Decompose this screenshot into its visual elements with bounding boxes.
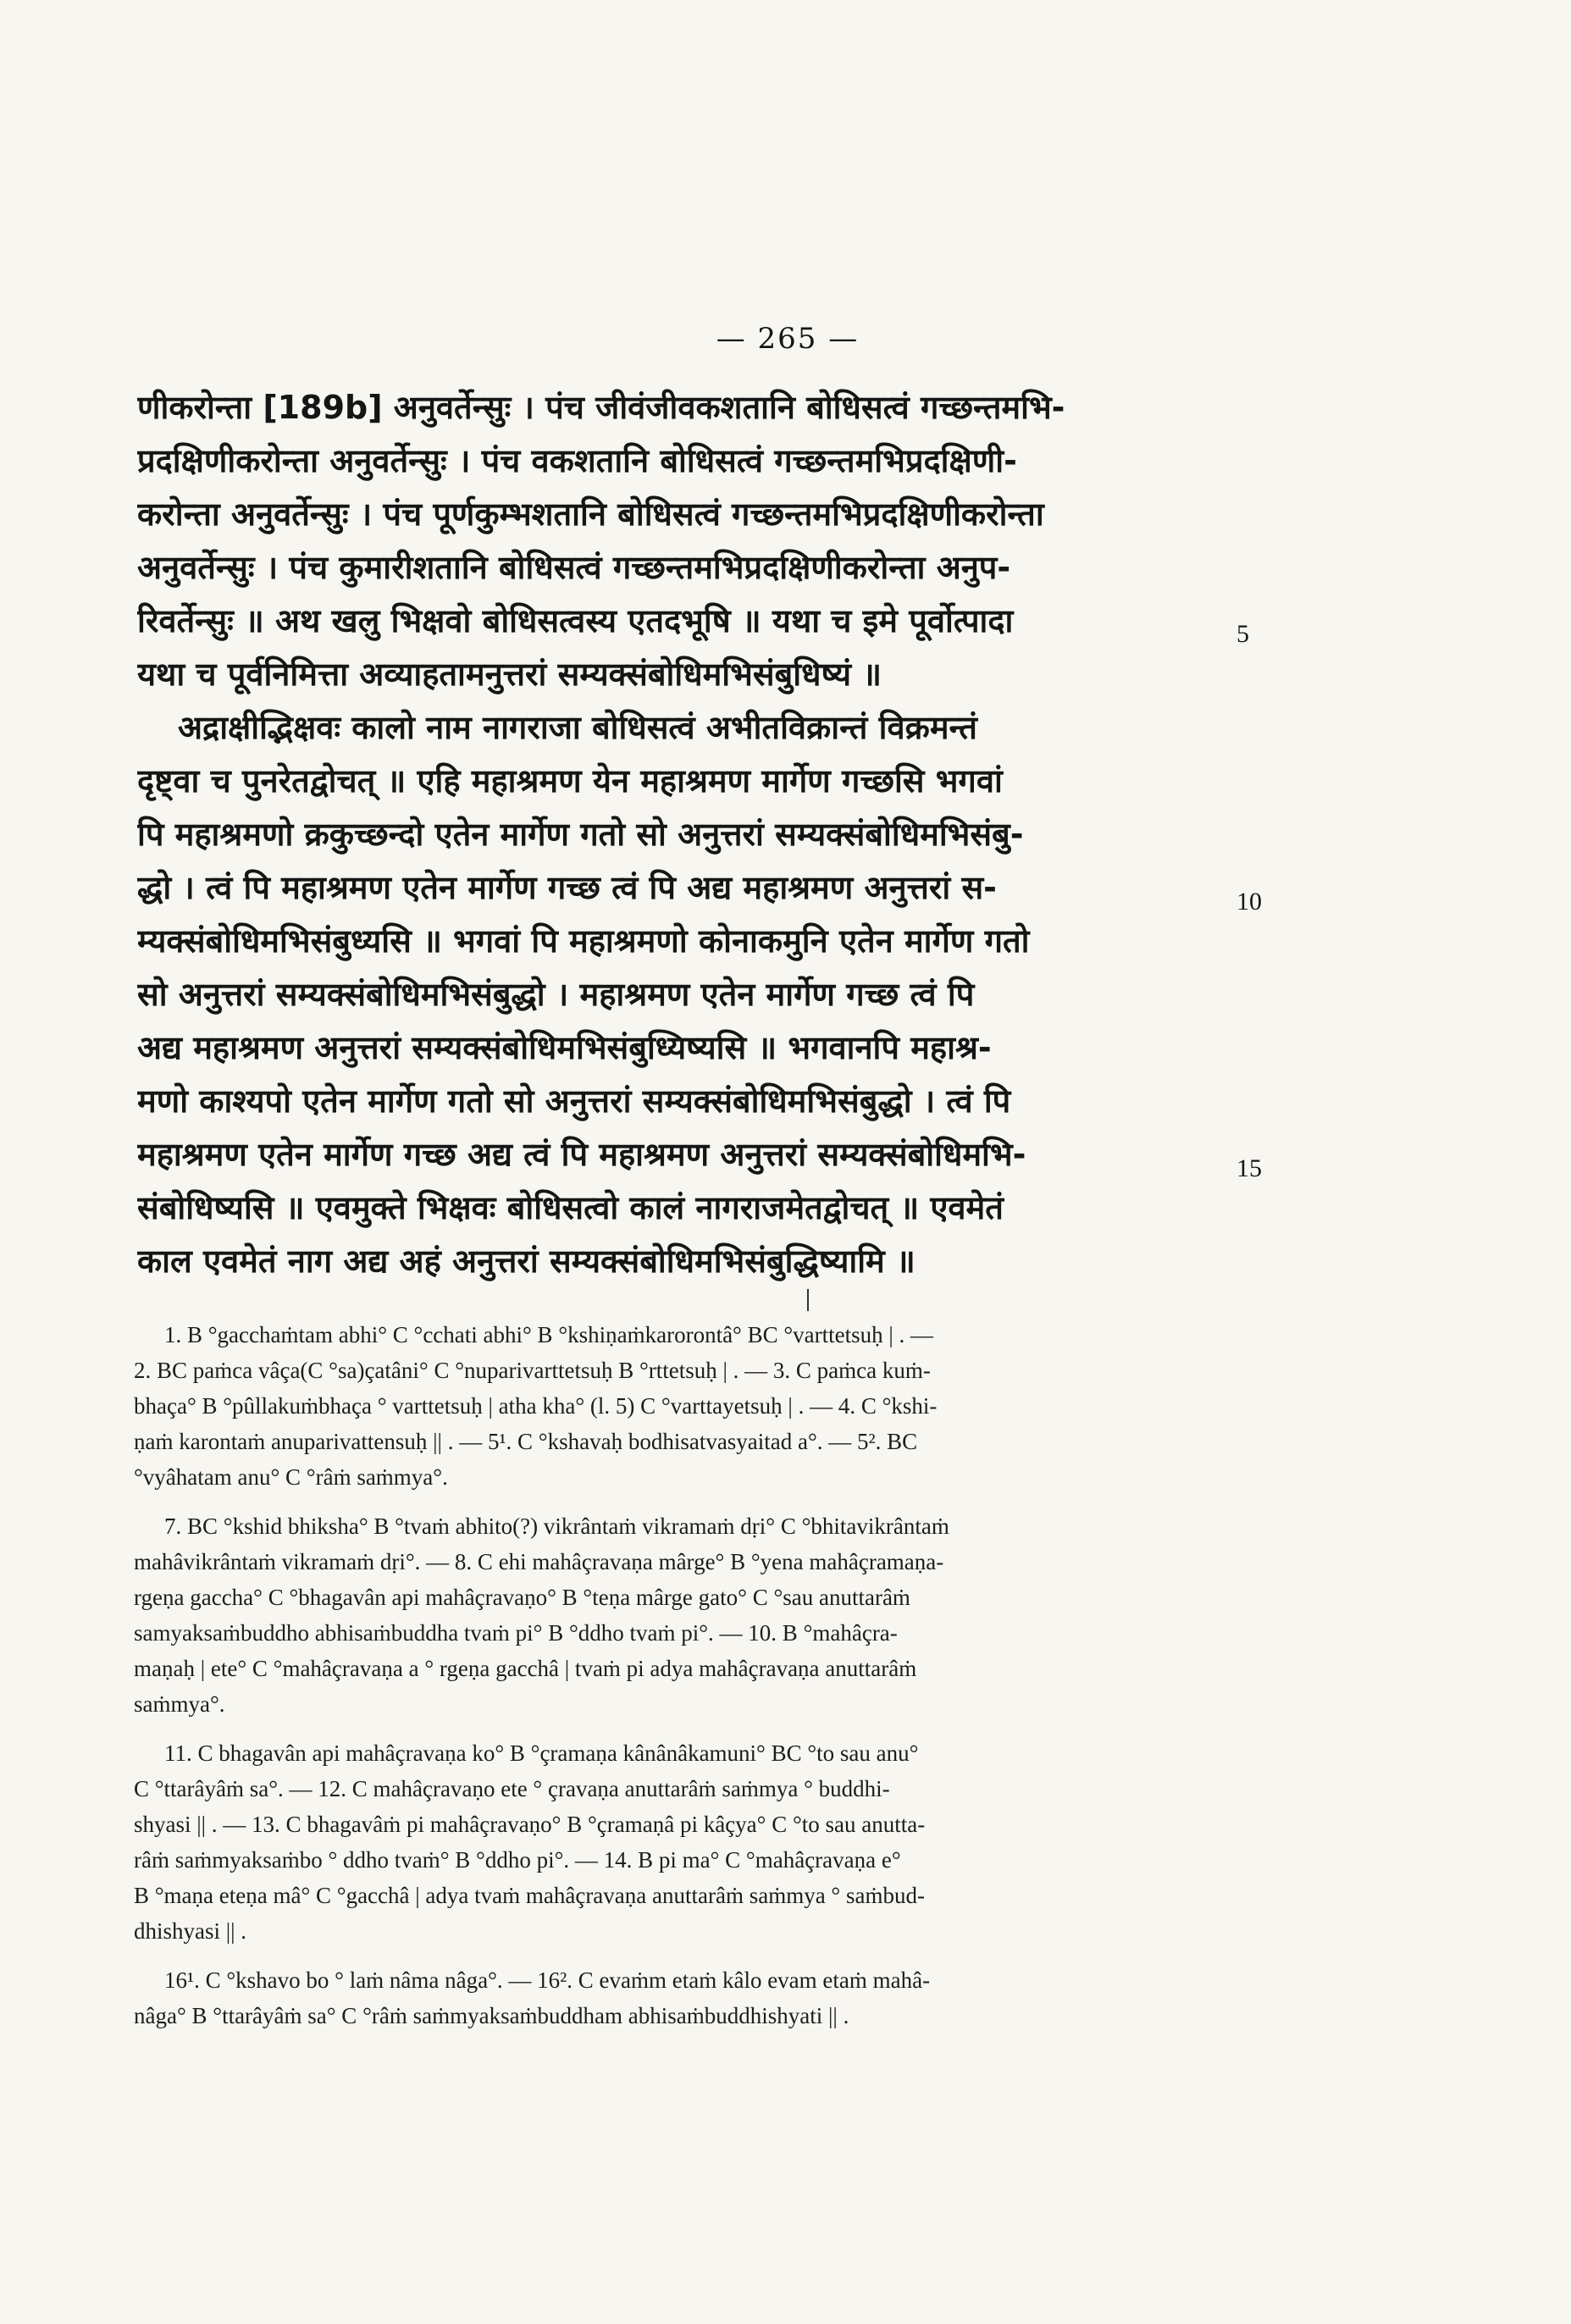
text-line: महाश्रमण एतेन मार्गेण गच्छ अद्य त्वं पि महाश्रमण अनुत्तरां सम्यक्संबोधिमभि- [137,1136,1026,1173]
text-line: अनुवर्तेन्सुः । पंच कुमारीशतानि बोधिसत्वं गच्छन्तमभिप्रदक्षिणीकरोन्ता अनुप- [137,549,1011,586]
text-line: द्धो । त्वं पि महाश्रमण एतेन मार्गेण गच्छ त्वं पि अद्य महाश्रमण अनुत्तरां स- [137,869,997,906]
note-paragraph [134,1735,1226,1949]
line-number-15: 15 [1236,1154,1262,1182]
note-line: C °ttarâyâṁ sa°. — 12. C mahâçravaṇo ete ° çravaṇa anuttarâṁ saṁmya ° buddhi- [134,1776,890,1801]
note-line: samyaksaṁbuddho abhisaṁbuddha tvaṁ pi° B °ddho tvaṁ pi°. — 10. B °mahâçra- [134,1620,898,1646]
text-line: करोन्ता अनुवर्तेन्सुः । पंच पूर्णकुम्भशतानि बोधिसत्वं गच्छन्तमभिप्रदक्षिणीकरोन्ता [137,495,1044,533]
note-paragraph [134,1962,1226,2034]
text-line: संबोधिष्यसि ॥ एवमुक्ते भिक्षवः बोधिसत्वो कालं नागराजमेतद्वोचत् ॥ एवमेतं [137,1189,1004,1226]
text-line: म्यक्संबोधिमभिसंबुध्यसि ॥ भगवां पि महाश्रमणो कोनाकमुनि एतेन मार्गेण गतो [137,922,1030,960]
text-line: यथा च पूर्वनिमित्ता अव्याहतामनुत्तरां सम्यक्संबोधिमभिसंबुधिष्यं ॥ [137,656,882,693]
text-line: अद्राक्षीद्भिक्षवः कालो नाम नागराजा बोधिसत्वं अभीतविक्रान्तं विक्रमन्तं [178,709,977,746]
page-number: — 265 — [716,322,860,356]
text-line: प्रदक्षिणीकरोन्ता अनुवर्तेन्सुः । पंच वकशतानि बोधिसत्वं गच्छन्तमभिप्रदक्षिणी- [137,442,1017,479]
note-line: râṁ saṁmyaksaṁbo ° ddho tvaṁ° B °ddho pi°. — 14. B pi ma° C °mahâçravaṇa e° [134,1847,901,1873]
text-line: दृष्ट्वा च पुनरेतद्वोचत् ॥ एहि महाश्रमण येन महाश्रमण मार्गेण गच्छसि भगवां [137,762,1003,800]
note-line: dhishyasi || . [134,1918,247,1944]
note-line: 7. BC °kshid bhiksha° B °tvaṁ abhito(?) vikrântaṁ vikramaṁ dṛi° C °bhitavikrântaṁ [164,1513,949,1539]
sanskrit-main-text [137,381,1230,1288]
note-line: mahâvikrântaṁ vikramaṁ dṛi°. — 8. C ehi mahâçravaṇa mârge° B °yena mahâçramaṇa- [134,1549,944,1574]
line-number-5: 5 [1236,620,1249,648]
note-line: nâga° B °ttarâyâṁ sa° C °râṁ saṁmyaksaṁbuddham abhisaṁbuddhishyati || . [134,2003,849,2028]
note-line: maṇaḥ | ete° C °mahâçravaṇa a ° rgeṇa gacchâ | tvaṁ pi adya mahâçravaṇa anuttarâṁ [134,1656,917,1681]
note-line: ṇaṁ karontaṁ anuparivattensuḥ || . — 5¹. C °kshavaḥ bodhisatvasyaitad a°. — 5². BC [134,1429,918,1454]
note-line: shyasi || . — 13. C bhagavâṁ pi mahâçravaṇo° B °çramaṇâ pi kâçya° C °to sau anutta- [134,1812,926,1837]
note-line: 2. BC paṁca vâça(C °sa)çatâni° C °nuparivarttetsuḥ B °rttetsuḥ | . — 3. C paṁca kuṁ- [134,1358,931,1383]
note-line: saṁmya°. [134,1691,225,1717]
text-line: मणो काश्यपो एतेन मार्गेण गतो सो अनुत्तरां सम्यक्संबोधिमभिसंबुद्धो । त्वं पि [137,1082,1011,1120]
note-line: bhaça° B °pûllakuṁbhaça ° varttetsuḥ | atha kha° (l. 5) C °varttayetsuḥ | . — 4. C °kshi- [134,1393,938,1419]
notes-separator-mark [807,1289,809,1311]
critical-apparatus-notes [134,1317,1226,2047]
note-paragraph [134,1317,1226,1495]
note-line: B °maṇa eteṇa mâ° C °gacchâ | adya tvaṁ mahâçravaṇa anuttarâṁ saṁmya ° saṁbud- [134,1883,925,1908]
text-line: पि महाश्रमणो क्रकुच्छन्दो एतेन मार्गेण गतो सो अनुत्तरां सम्यक्संबोधिमभिसंबु- [137,816,1024,853]
text-line: रिवर्तेन्सुः ॥ अथ खलु भिक्षवो बोधिसत्वस्य एतदभूषि ॥ यथा च इमे पूर्वोत्पादा [137,602,1014,639]
line-number-10: 10 [1236,888,1262,916]
note-line: 1. B °gacchaṁtam abhi° C °cchati abhi° B °kshiṇaṁkarorontâ° BC °varttetsuḥ | . — [164,1322,934,1347]
note-line: °vyâhatam anu° C °râṁ saṁmya°. [134,1464,448,1490]
text-line: अद्य महाश्रमण अनुत्तरां सम्यक्संबोधिमभिसंबुध्यिष्यसि ॥ भगवानपि महाश्र- [137,1029,992,1066]
text-line: णीकरोन्ता [189b] अनुवर्तेन्सुः । पंच जीवंजीवकशतानि बोधिसत्वं गच्छन्तमभि- [137,389,1065,426]
text-line: काल एवमेतं नाग अद्य अहं अनुत्तरां सम्यक्संबोधिमभिसंबुद्धिष्यामि ॥ [137,1242,915,1280]
note-line: 16¹. C °kshavo bo ° laṁ nâma nâga°. — 16². C evaṁm etaṁ kâlo evam etaṁ mahâ- [164,1967,931,1993]
text-line: सो अनुत्तरां सम्यक्संबोधिमभिसंबुद्धो । महाश्रमण एतेन मार्गेण गच्छ त्वं पि [137,976,975,1013]
note-line: 11. C bhagavân api mahâçravaṇa ko° B °çramaṇa kânânâkamuni° BC °to sau anu° [164,1740,919,1766]
note-line: rgeṇa gaccha° C °bhagavân api mahâçravaṇo° B °teṇa mârge gato° C °sau anuttarâṁ [134,1585,910,1610]
note-paragraph [134,1508,1226,1722]
